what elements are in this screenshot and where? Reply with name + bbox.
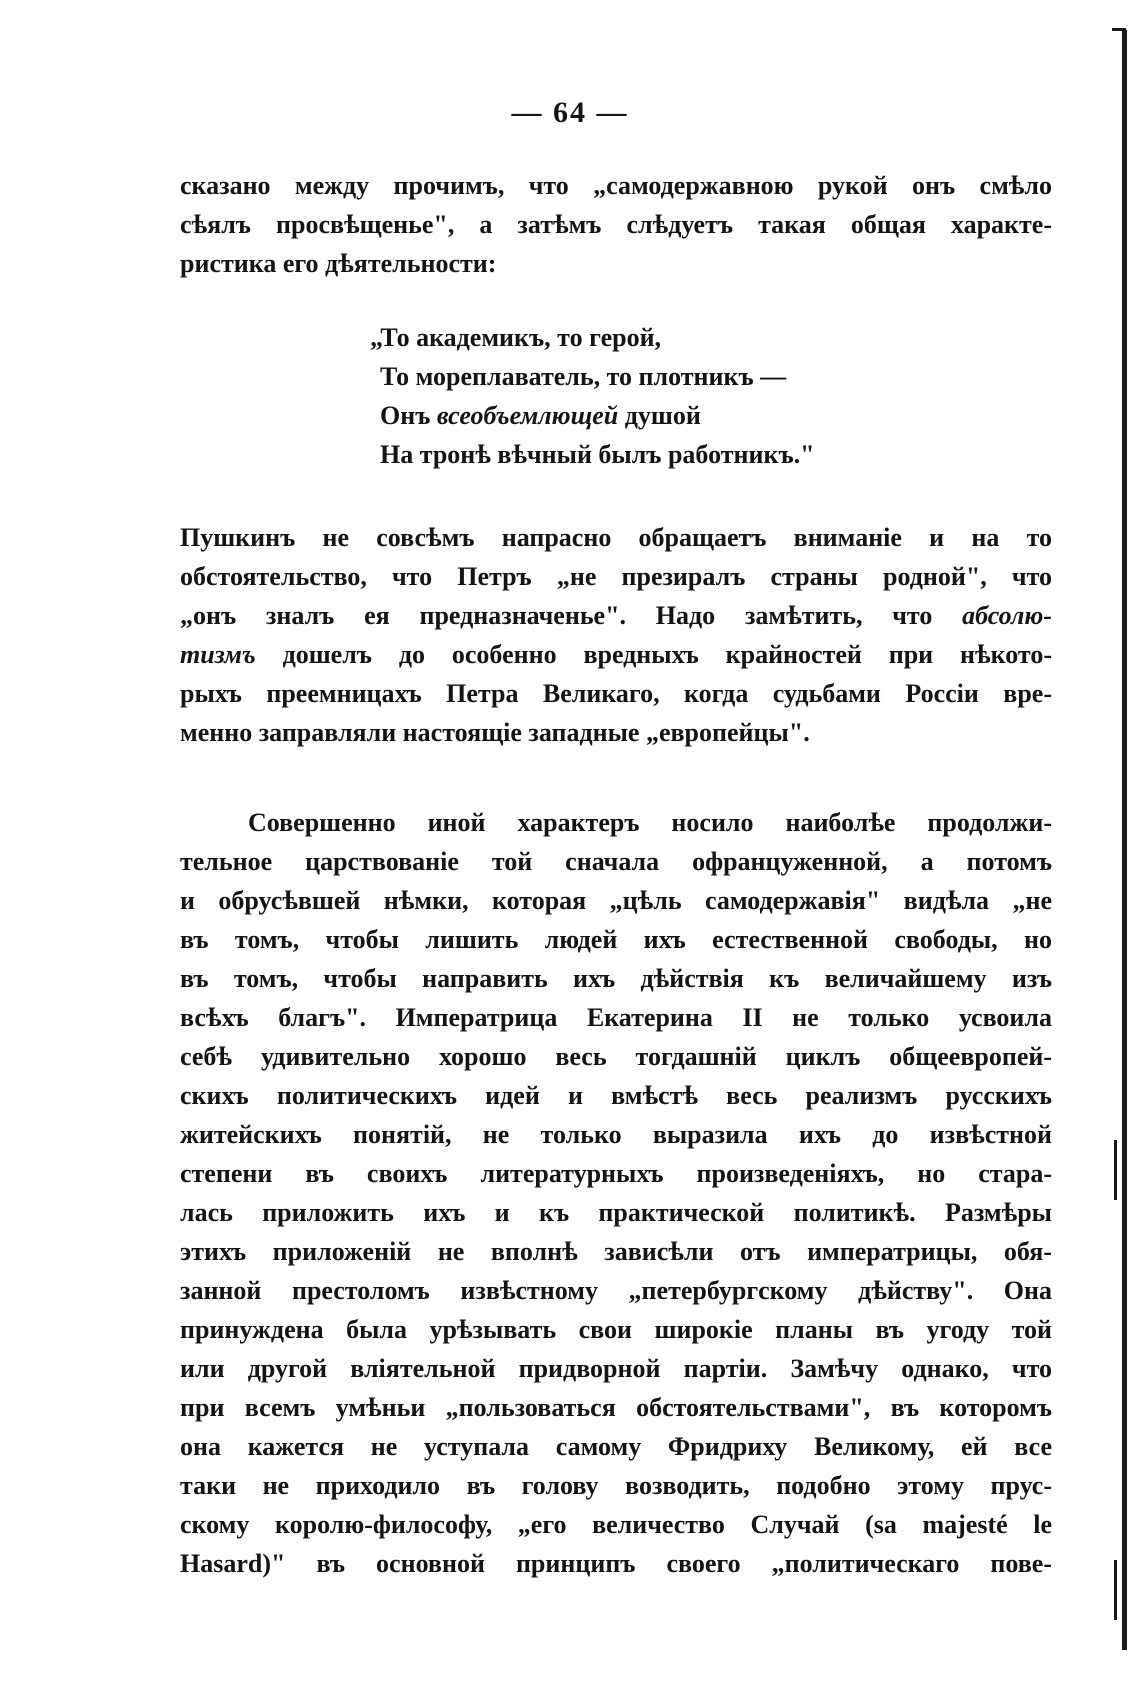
page-edge-mark — [1114, 1140, 1117, 1200]
italic-word: всеобъемлющей — [436, 401, 619, 430]
poem-line: „То академикъ, то герой, — [370, 323, 662, 352]
page-number: — 64 — — [511, 96, 629, 129]
text-run: дошелъ до особенно вредныхъ крайностей при нѣкото- — [255, 640, 1052, 669]
italic-word: тизмъ — [180, 640, 256, 669]
text-line: всѣхъ благъ". Императрица Екатерина II не только усвоила — [180, 1003, 1052, 1032]
text-line: Пушкинъ не совсѣмъ напрасно обращаетъ вниманіе и на то — [180, 523, 1052, 552]
text-line: Совершенно иной характеръ носило наиболѣе продолжи- — [248, 808, 1052, 837]
text-line: скихъ политическихъ идей и вмѣстѣ весь реализмъ русскихъ — [180, 1081, 1052, 1110]
text-line: Hasard)" въ основной принципъ своего „политическаго пове- — [180, 1549, 1052, 1578]
text-line: при всемъ умѣньи „пользоваться обстоятельствами", въ которомъ — [180, 1393, 1052, 1422]
page-edge-mark — [1114, 1560, 1117, 1620]
poem-line — [370, 396, 815, 435]
text-line: рыхъ преемницахъ Петра Великаго, когда судьбами Россіи вре- — [180, 679, 1052, 708]
text-run: „онъ зналъ ея предназначенье". Надо замѣтить, что — [180, 601, 963, 630]
text-line: лась приложить ихъ и къ практической политикѣ. Размѣры — [180, 1198, 1052, 1227]
text-line: или другой вліятельной придворной партіи. Замѣчу однако, что — [180, 1354, 1052, 1383]
text-line — [180, 596, 1052, 635]
text-line — [180, 635, 1052, 674]
text-line: сѣялъ просвѣщенье", а затѣмъ слѣдуетъ такая общая характе- — [180, 210, 1052, 239]
text-line: скому королю-философу, „его величество Случай (sa majesté le — [180, 1510, 1052, 1539]
poem-text: душой — [618, 401, 701, 430]
poem-line: То мореплаватель, то плотникъ — — [380, 362, 787, 391]
text-line: этихъ приложеній не вполнѣ зависѣли отъ императрицы, обя- — [180, 1237, 1052, 1266]
text-line: обстоятельство, что Петръ „не презиралъ страны родной", что — [180, 562, 1052, 591]
text-line: житейскихъ понятій, не только выразила ихъ до извѣстной — [180, 1120, 1052, 1149]
text-line: принуждена была урѣзывать свои широкіе планы въ угоду той — [180, 1315, 1052, 1344]
text-line: въ томъ, чтобы направить ихъ дѣйствія къ величайшему изъ — [180, 964, 1052, 993]
text-line: въ томъ, чтобы лишить людей ихъ естественной свободы, но — [180, 925, 1052, 954]
text-line: таки не приходило въ голову возводить, подобно этому прус- — [180, 1471, 1052, 1500]
page-edge-rule — [1122, 30, 1127, 1650]
text-line: менно заправляли настоящіе западные „европейцы". — [180, 718, 810, 747]
text-line: она кажется не уступала самому Фридриху Великому, ей все — [180, 1432, 1052, 1461]
text-line: степени въ своихъ литературныхъ произведеніяхъ, но стара- — [180, 1159, 1052, 1188]
text-line: и обрусѣвшей нѣмки, которая „цѣль самодержавія" видѣла „не — [180, 886, 1052, 915]
poem-quotation — [370, 318, 815, 474]
paragraph-catherine — [180, 803, 1052, 1583]
text-line: занной престоломъ извѣстному „петербургскому дѣйству". Она — [180, 1276, 1052, 1305]
poem-text: Онъ — [380, 401, 437, 430]
text-line: себѣ удивительно хорошо весь тогдашній циклъ общеевропей- — [180, 1042, 1052, 1071]
text-line: ристика его дѣятельности: — [180, 249, 497, 278]
paragraph-opening — [180, 166, 1052, 283]
italic-word: абсолю- — [962, 601, 1052, 630]
paragraph-pushkin — [180, 518, 1052, 752]
text-line: тельное царствованіе той сначала офранцуженной, а потомъ — [180, 847, 1052, 876]
poem-line: На тронѣ вѣчный былъ работникъ." — [380, 440, 815, 469]
text-line: сказано между прочимъ, что „самодержавною рукой онъ смѣло — [180, 171, 1052, 200]
